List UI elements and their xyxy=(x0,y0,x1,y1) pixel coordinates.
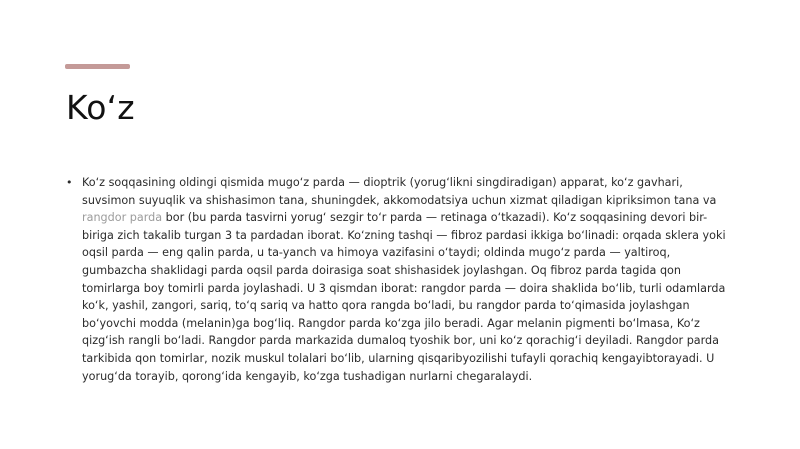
content-list xyxy=(66,174,736,385)
slide-title: Ko‘z xyxy=(66,88,135,127)
paragraph-text-part1: Ko‘z soqqasining oldingi qismida mugo‘z parda — dioptrik (yorug‘likni singdiradigan) apparat, ko‘z gavhari, suvsimon suyuqlik va shishasimon tana, shuningdek, akkomodatsiya uchun xizmat qiladigan kipriksimon tana va xyxy=(82,176,717,207)
title-accent-bar xyxy=(65,64,130,69)
rangdor-parda-link[interactable]: rangdor parda xyxy=(82,211,163,225)
bullet-icon: • xyxy=(66,176,73,189)
content-bullet-item xyxy=(66,174,736,385)
paragraph-text-part2: bor (bu parda tasvirni yorug‘ sezgir to‘r parda — retinaga o‘tkazadi). Ko‘z soqqasining devori bir-biriga zich takalib turgan 3 ta pardadan iborat. Ko‘zning tashqi — fibroz pardasi ikkiga bo‘linadi: orqada sklera yoki oqsil parda — eng qalin parda, u ta-yanch va himoya vazifasini o‘taydi; oldinda mugo‘z parda — yaltiroq, gumbazcha shaklidagi parda oqsil parda doirasiga soat shishasidek joylashgan. Oq fibroz parda tagida qon tomirlarga boy tomirli parda joylashadi. U 3 qismdan iborat: rangdor parda — doira shaklida bo‘lib, turli odamlarda ko‘k, yashil, zangori, sariq, to‘q sariq va hatto qora rangda bo‘ladi, bu rangdor parda to‘qimasida joylashgan bo‘yovchi modda (melanin)ga bog‘liq. Rangdor parda ko‘zga jilo beradi. Agar melanin pigmenti bo‘lmasa, Ko‘z qizg‘ish rangli bo‘ladi. Rangdor parda markazida dumaloq tyoshik bor, uni ko‘z qorachig‘i deyiladi. Rangdor parda tarkibida qon tomirlar, nozik muskul tolalari bo‘lib, ularning qisqaribyozilishi tufayli qorachiq kengayibtorayadi. U yorug‘da torayib, qorong‘ida kengayib, ko‘zga tushadigan nurlarni chegaralaydi. xyxy=(82,211,726,383)
